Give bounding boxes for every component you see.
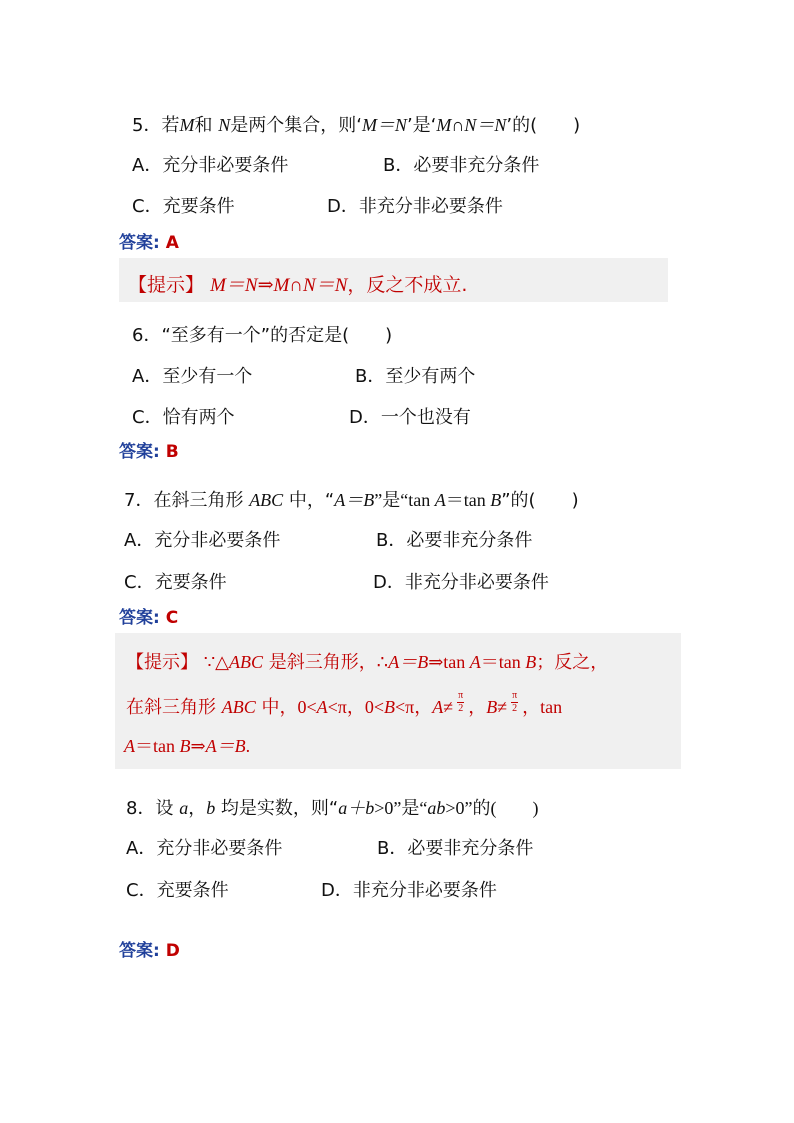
q8-option-b: B．必要非充分条件 — [377, 838, 534, 859]
hint-tag: 【提示】 — [128, 274, 205, 296]
q8-option-a: A．充分非必要条件 — [126, 838, 283, 859]
q7-option-b: B．必要非充分条件 — [376, 530, 533, 551]
q6-option-d: D．一个也没有 — [349, 407, 471, 428]
q7-triangle: ABC — [249, 490, 284, 510]
q8-cond2: ab — [427, 798, 446, 818]
q7-hint-line-2 — [126, 689, 563, 721]
q5-stem — [132, 113, 580, 138]
q8-stem-mid: 均是实数，则“ — [220, 798, 339, 819]
answer-label: 答案: — [119, 941, 160, 961]
q5-option-c: C．充要条件 — [132, 196, 235, 217]
hint-text: ；反之， — [536, 652, 609, 673]
q7-stem — [124, 488, 579, 513]
q8-answer — [119, 940, 180, 962]
frac-numerator: π — [458, 689, 464, 701]
hint-math: A — [316, 697, 328, 717]
q5-stem-end: ’的( ) — [506, 115, 581, 136]
q6-stem: 6．“至多有一个”的否定是( ) — [132, 325, 393, 346]
q5-hint-line — [128, 273, 467, 298]
hint-text: 中，0< — [261, 697, 317, 717]
q8-option-d: D．非充分非必要条件 — [321, 880, 497, 901]
q7-option-d: D．非充分非必要条件 — [373, 572, 549, 593]
hint-math: B — [179, 736, 191, 756]
q7-stem-pre: 7．在斜三角形 — [124, 490, 244, 511]
hint-text: ＝tan — [135, 736, 180, 756]
q8-cond1: a＋b — [338, 798, 375, 818]
q7-stem-end: ”的( ) — [501, 490, 579, 511]
q5-stem-is: ’是‘ — [406, 115, 437, 136]
hint-text: <π，0< — [327, 697, 385, 717]
q8-stem-gt1: >0”是“ — [374, 798, 428, 818]
q5-cond1: M＝N — [361, 115, 407, 135]
hint-text: ∵△ — [203, 652, 230, 672]
answer-label: 答案: — [119, 442, 160, 462]
hint-text: 在斜三角形 — [126, 697, 216, 718]
hint-text: ⇒tan — [428, 652, 470, 672]
q7-stem-is: ”是“tan — [374, 490, 435, 510]
hint-math: A＝B — [388, 652, 429, 672]
q5-number: 5．若 — [132, 115, 180, 136]
hint-math: B — [525, 652, 537, 672]
q5-hint-tail: ，反之不成立. — [347, 274, 468, 296]
hint-math: A — [432, 697, 444, 717]
hint-math: B — [486, 697, 498, 717]
q5-answer — [119, 232, 179, 254]
hint-text: ⇒ — [190, 736, 206, 756]
hint-text: ，tan — [522, 697, 563, 717]
q7-eq: ＝tan — [445, 490, 491, 510]
q7-hint-line-1 — [126, 650, 608, 675]
q8-stem-pre: 8．设 — [126, 798, 174, 819]
hint-tag: 【提示】 — [126, 652, 198, 673]
frac-denominator: 2 — [512, 702, 518, 714]
answer-value: A — [165, 233, 179, 253]
q5-var-n: N — [218, 115, 231, 135]
q5-option-b: B．必要非充分条件 — [383, 155, 540, 176]
q7-option-a: A．充分非必要条件 — [124, 530, 281, 551]
hint-math: B — [384, 697, 396, 717]
q8-option-c: C．充要条件 — [126, 880, 229, 901]
hint-text: 是斜三角形，∴ — [268, 652, 389, 673]
q5-option-d: D．非充分非必要条件 — [327, 196, 503, 217]
q5-hint-math: M＝N⇒M∩N＝N — [210, 275, 348, 296]
q7-var-b: B — [490, 490, 502, 510]
hint-math: A — [469, 652, 481, 672]
q7-answer — [119, 607, 178, 629]
answer-label: 答案: — [119, 233, 160, 253]
answer-value: B — [165, 442, 179, 462]
q8-var-b: b — [206, 798, 216, 818]
q5-option-a: A．充分非必要条件 — [132, 155, 289, 176]
q6-option-a: A．至少有一个 — [132, 366, 253, 387]
q5-stem-mid: 是两个集合，则‘ — [230, 115, 362, 136]
hint-math: ABC — [221, 697, 256, 717]
hint-text: ＝tan — [480, 652, 526, 672]
q5-and: 和 — [194, 115, 213, 136]
hint-math: ABC — [229, 652, 264, 672]
q8-stem — [126, 796, 539, 821]
q6-option-b: B．至少有两个 — [355, 366, 476, 387]
q7-option-c: C．充要条件 — [124, 572, 227, 593]
hint-text: ≠ — [443, 697, 454, 717]
frac-numerator: π — [512, 689, 518, 701]
frac-denominator: 2 — [458, 702, 464, 714]
q6-option-c: C．恰有两个 — [132, 407, 235, 428]
hint-math: A＝B — [205, 736, 246, 756]
q6-answer — [119, 441, 179, 463]
answer-label: 答案: — [119, 608, 160, 628]
hint-text: ， — [468, 697, 487, 718]
hint-math: A — [124, 736, 135, 756]
answer-value: D — [165, 941, 180, 961]
q7-cond1: A＝B — [334, 490, 375, 510]
q7-hint-line-3 — [124, 734, 250, 759]
answer-value: C — [165, 608, 179, 628]
q8-comma: ， — [188, 798, 207, 819]
q5-cond2: M∩N＝N — [436, 115, 507, 135]
q7-stem-mid: 中，“ — [288, 490, 335, 511]
q8-stem-gt2: >0”的( ) — [445, 798, 539, 818]
q5-var-m: M — [179, 115, 195, 135]
q8-var-a: a — [179, 798, 189, 818]
pi-over-2-fraction — [457, 690, 464, 715]
q5-hint-box — [119, 258, 668, 302]
q7-var-a: A — [434, 490, 446, 510]
pi-over-2-fraction — [511, 690, 518, 715]
hint-text: ≠ — [497, 697, 508, 717]
hint-text: <π， — [395, 697, 433, 717]
hint-text: . — [245, 736, 251, 756]
q7-hint-box — [115, 633, 681, 769]
